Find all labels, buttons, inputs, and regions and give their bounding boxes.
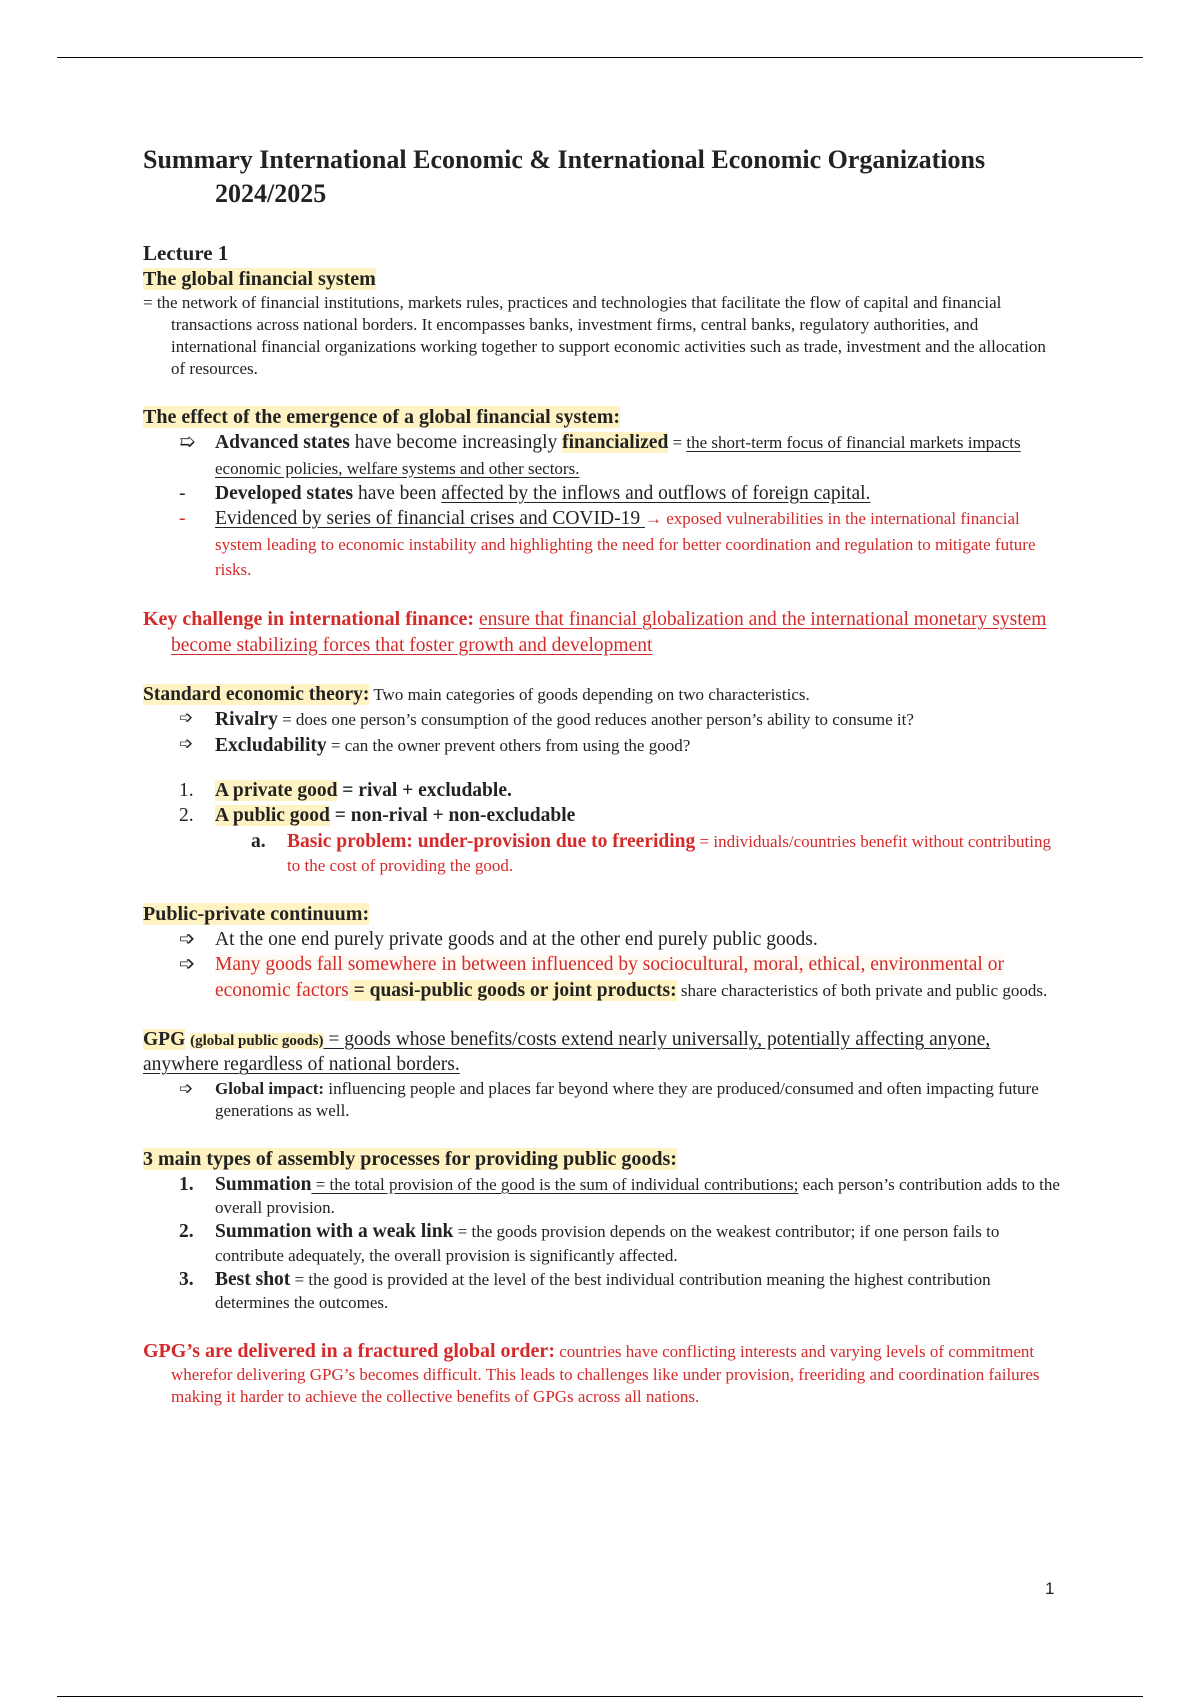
item-bold: Developed states [215,482,354,504]
section-assembly [143,1146,1063,1314]
item-highlight: A public good [215,805,330,827]
list-item [143,803,1063,828]
number-marker: 3. [179,1268,194,1290]
number-marker: 2. [179,1221,194,1243]
section-heading: Standard economic theory: [143,683,370,705]
definition-text: = the network of financial institutions, markets rules, practices and technologies that facilitate the flow of capital and financial transactions across national borders. It encompasses banks, investment firms, central banks, regulatory authorities, and international financial organizations working together to support economic activities such as trade, investment and the allocation of resources. [143,292,1046,379]
dash-marker: - [179,508,186,530]
sub-list [143,829,1063,877]
list-item [143,1078,1063,1122]
item-underline: affected by the inflows and outflows of foreign capital. [441,482,871,504]
fractured-text: countries have conflicting interests and varying levels of commitment wherefor delivering GPG’s becomes difficult. This leads to challenges like under provision, freeriding and coordination failures making it harder to achieve the collective benefits of GPGs across all nations. [171,1342,1040,1407]
item-highlight: A private good [215,779,338,801]
item-underline: = the total provision of the good is the sum of individual contributions; [311,1174,799,1194]
list-item [143,481,1063,506]
list-item [143,733,1063,758]
item-bold: Basic problem: under-provision due to freeriding [287,830,696,852]
effect-list [143,430,1063,582]
section-key-challenge [143,606,1063,658]
item-text: = rival + excludable. [337,779,512,801]
section-global-financial-system [143,266,1063,380]
number-marker: 1. [179,779,194,801]
lecture-heading: Lecture 1 [143,240,229,265]
arrow-icon: ➩ [179,954,196,976]
assembly-list [143,1172,1063,1314]
item-bold: Rivalry [215,709,278,731]
list-item [143,707,1063,732]
list-item [143,1219,1063,1266]
item-bold: Best shot [215,1268,291,1290]
item-text: share characteristics of both private and public goods. [676,980,1048,1000]
arrow-icon: ➯ [179,432,196,454]
item-bold: Summation [215,1173,312,1195]
item-text: = can the owner prevent others from using the good? [326,735,691,755]
item-bold: Global impact: [215,1078,325,1098]
list-item [143,1267,1063,1314]
item-text: influencing people and places far beyond where they are produced/consumed and often impacting future generations as well. [215,1078,1039,1120]
arrow-icon: ➩ [179,929,196,951]
item-underline: the short-term focus of financial markets impacts economic policies, welfare systems and other sectors. [215,433,1021,478]
item-text: = does one person’s consumption of the good reduces another person’s ability to consume it? [277,710,914,730]
section-gpg [143,1027,1063,1122]
item-bold: Summation with a weak link [215,1221,454,1243]
item-text: have been [353,482,442,504]
theory-text: Two main categories of goods depending on two characteristics. [369,684,810,704]
arrow-icon: ➩ [179,708,194,728]
list-item [143,952,1063,1003]
gpg-label: GPG [143,1029,186,1051]
key-challenge-label: Key challenge in international finance: [143,608,475,631]
arrow-icon: ➩ [179,733,194,753]
number-marker: 2. [179,805,194,827]
fractured-label: GPG’s are delivered in a fractured global order: [143,1340,555,1363]
section-heading: The effect of the emergence of a global financial system: [143,406,621,429]
list-item [143,506,1063,582]
item-text: have become increasingly [349,432,563,454]
goods-list [143,778,1063,829]
characteristics-list [143,707,1063,758]
page-number: 1 [1045,1579,1055,1598]
item-text: At the one end purely private goods and at the other end purely public goods. [215,929,818,951]
section-fractured-order [143,1338,1063,1408]
letter-marker: a. [251,830,266,852]
item-bold: Advanced states [215,432,350,454]
item-red-text: Many goods fall somewhere in between influenced by sociocultural, moral, ethical, environmental or economic factors [215,954,1004,1001]
item-text: = the goods provision depends on the weakest contributor; if one person fails to contribute adequately, the overall provision is significantly affected. [215,1222,1000,1265]
section-heading: The global financial system [143,267,376,290]
section-effect [143,404,1063,582]
section-heading: 3 main types of assembly processes for providing public goods: [143,1147,677,1170]
document-title: Summary International Economic & International Economic Organizations 2024/2025 [143,145,986,208]
list-item [143,1172,1063,1219]
header-rule [57,57,1143,58]
item-text: = [668,433,687,453]
item-underline: Evidenced by series of financial crises and COVID-19 [215,508,645,530]
item-red-text: → exposed vulnerabilities in the international financial system leading to economic instability and highlighting the need for better coordination and regulation to mitigate future risks. [215,509,1036,579]
gpg-definition: = goods whose benefits/costs extend nearly universally, potentially affecting anyone, anywhere regardless of national borders. [143,1029,991,1076]
item-highlight: financialized [562,432,669,454]
gpg-list [143,1078,1063,1122]
number-marker: 1. [179,1173,194,1195]
list-item [143,430,1063,481]
item-text: = the good is provided at the level of the best individual contribution meaning the highest contribution determines the outcomes. [215,1269,991,1313]
item-bold: Excludability [215,734,327,756]
section-continuum [143,901,1063,1003]
item-red-text: = individuals/countries benefit without contributing to the cost of providing the good. [287,831,1051,875]
arrow-icon: ➩ [179,1078,194,1098]
gpg-small-label: (global public goods) [190,1033,324,1050]
list-item [143,927,1063,952]
key-challenge-text: ensure that financial globalization and the international monetary system become stabilizing forces that foster growth and development [171,609,1047,656]
page-content [143,143,1063,1408]
list-item [143,829,1063,877]
dash-marker: - [179,482,186,504]
list-item [143,778,1063,803]
continuum-list [143,927,1063,1003]
section-economic-theory [143,682,1063,877]
footer-rule [57,1696,1143,1697]
item-text: each person’s contribution adds to the overall provision. [215,1174,1060,1218]
item-text: = non-rival + non-excludable [329,805,576,827]
item-highlight: = quasi-public goods or joint products: [348,979,677,1001]
section-heading: Public-private continuum: [143,903,370,926]
